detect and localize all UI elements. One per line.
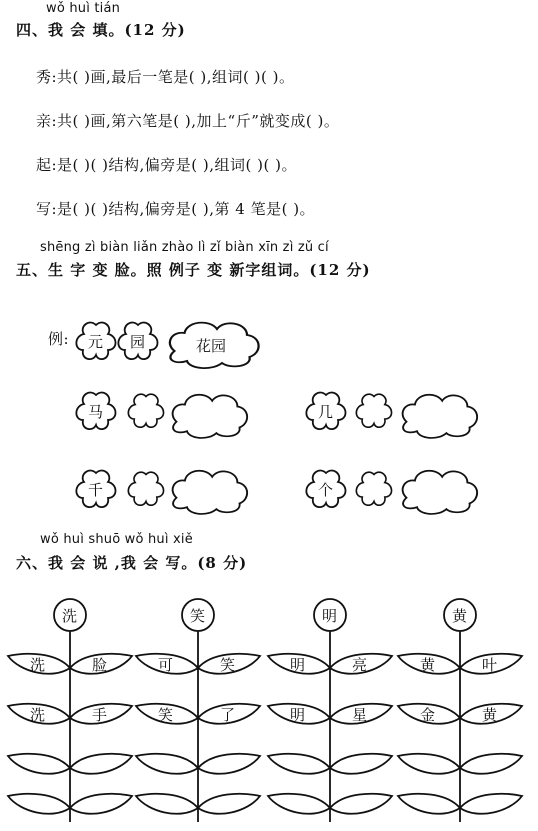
plant-leaf-char: 黄	[420, 656, 436, 674]
empty-flower-4[interactable]	[356, 472, 391, 505]
plant-top-char: 明	[322, 607, 338, 625]
section5-pinyin: shēng zì biàn liǎn zhào lì zǐ biàn xīn zì zǔ cí	[40, 240, 329, 255]
plant-leaf-char: 金	[420, 706, 436, 724]
section4-line-4: 写:是( )( )结构,偏旁是( ),第 4 笔是( )。	[36, 200, 316, 218]
plant-leaf-char: 洗	[30, 706, 46, 724]
section6-pinyin: wǒ huì shuō wǒ huì xiě	[40, 532, 193, 547]
plant-leaf-char: 星	[352, 706, 368, 724]
plant-leaf-char: 亮	[352, 656, 368, 674]
plant-leaf-char: 笑	[158, 706, 174, 724]
empty-plant-leaf[interactable]	[460, 794, 522, 814]
empty-plant-leaf[interactable]	[198, 754, 260, 774]
example-char-1: 元	[88, 333, 104, 351]
section4-line-2: 亲:共( )画,第六笔是( ),加上“斤”就变成( )。	[36, 112, 340, 130]
empty-plant-leaf[interactable]	[70, 754, 132, 774]
plant-top-char: 笑	[190, 607, 206, 625]
empty-plant-leaf[interactable]	[330, 754, 392, 774]
plant-leaf-char: 手	[92, 706, 108, 724]
plant-top-char: 黄	[452, 607, 468, 625]
plant-leaf-char: 洗	[30, 656, 46, 674]
empty-plant-leaf[interactable]	[460, 754, 522, 774]
section4-title: 四、我 会 填。(12 分)	[16, 21, 186, 39]
section5-title: 五、生 字 变 脸。照 例子 变 新字组词。(12 分)	[16, 261, 371, 279]
item-char-1: 马	[88, 403, 104, 421]
empty-plant-leaf[interactable]	[268, 754, 330, 774]
example-word: 花园	[196, 337, 227, 355]
section4-line-3: 起:是( )( )结构,偏旁是( ),组词( )( )。	[36, 156, 297, 174]
empty-cloud-2[interactable]	[403, 395, 478, 438]
empty-plant-leaf[interactable]	[330, 794, 392, 814]
empty-plant-leaf[interactable]	[268, 794, 330, 814]
empty-plant-leaf[interactable]	[398, 754, 460, 774]
example-label: 例:	[48, 330, 70, 348]
plant-leaf-char: 可	[158, 656, 174, 674]
section6-title: 六、我 会 说 ,我 会 写。(8 分)	[16, 554, 248, 572]
section4-pinyin: wǒ huì tián	[46, 1, 121, 16]
plant-top-char: 洗	[62, 607, 78, 625]
empty-plant-leaf[interactable]	[136, 754, 198, 774]
item-char-3: 千	[88, 481, 104, 499]
empty-plant-leaf[interactable]	[198, 794, 260, 814]
plant-leaf-char: 明	[290, 706, 306, 724]
example-char-2: 园	[130, 333, 146, 351]
empty-cloud-3[interactable]	[173, 471, 248, 514]
item-char-4: 个	[318, 481, 334, 499]
plant-leaf-char: 脸	[92, 656, 108, 674]
section4-line-1: 秀:共( )画,最后一笔是( ),组词( )( )。	[36, 68, 295, 86]
plant-leaf-char: 叶	[482, 656, 498, 674]
empty-cloud-4[interactable]	[403, 471, 478, 514]
empty-flower-1[interactable]	[128, 394, 163, 427]
plant-leaf-char: 笑	[220, 656, 236, 674]
empty-plant-leaf[interactable]	[136, 794, 198, 814]
empty-cloud-1[interactable]	[173, 395, 248, 438]
empty-flower-3[interactable]	[128, 472, 163, 505]
plant-leaf-char: 明	[290, 656, 306, 674]
item-char-2: 几	[318, 403, 334, 421]
empty-plant-leaf[interactable]	[8, 794, 70, 814]
empty-plant-leaf[interactable]	[70, 794, 132, 814]
plant-leaf-char: 了	[220, 706, 236, 724]
plant-leaf-char: 黄	[482, 706, 498, 724]
empty-plant-leaf[interactable]	[8, 754, 70, 774]
empty-flower-2[interactable]	[356, 394, 391, 427]
empty-plant-leaf[interactable]	[398, 794, 460, 814]
